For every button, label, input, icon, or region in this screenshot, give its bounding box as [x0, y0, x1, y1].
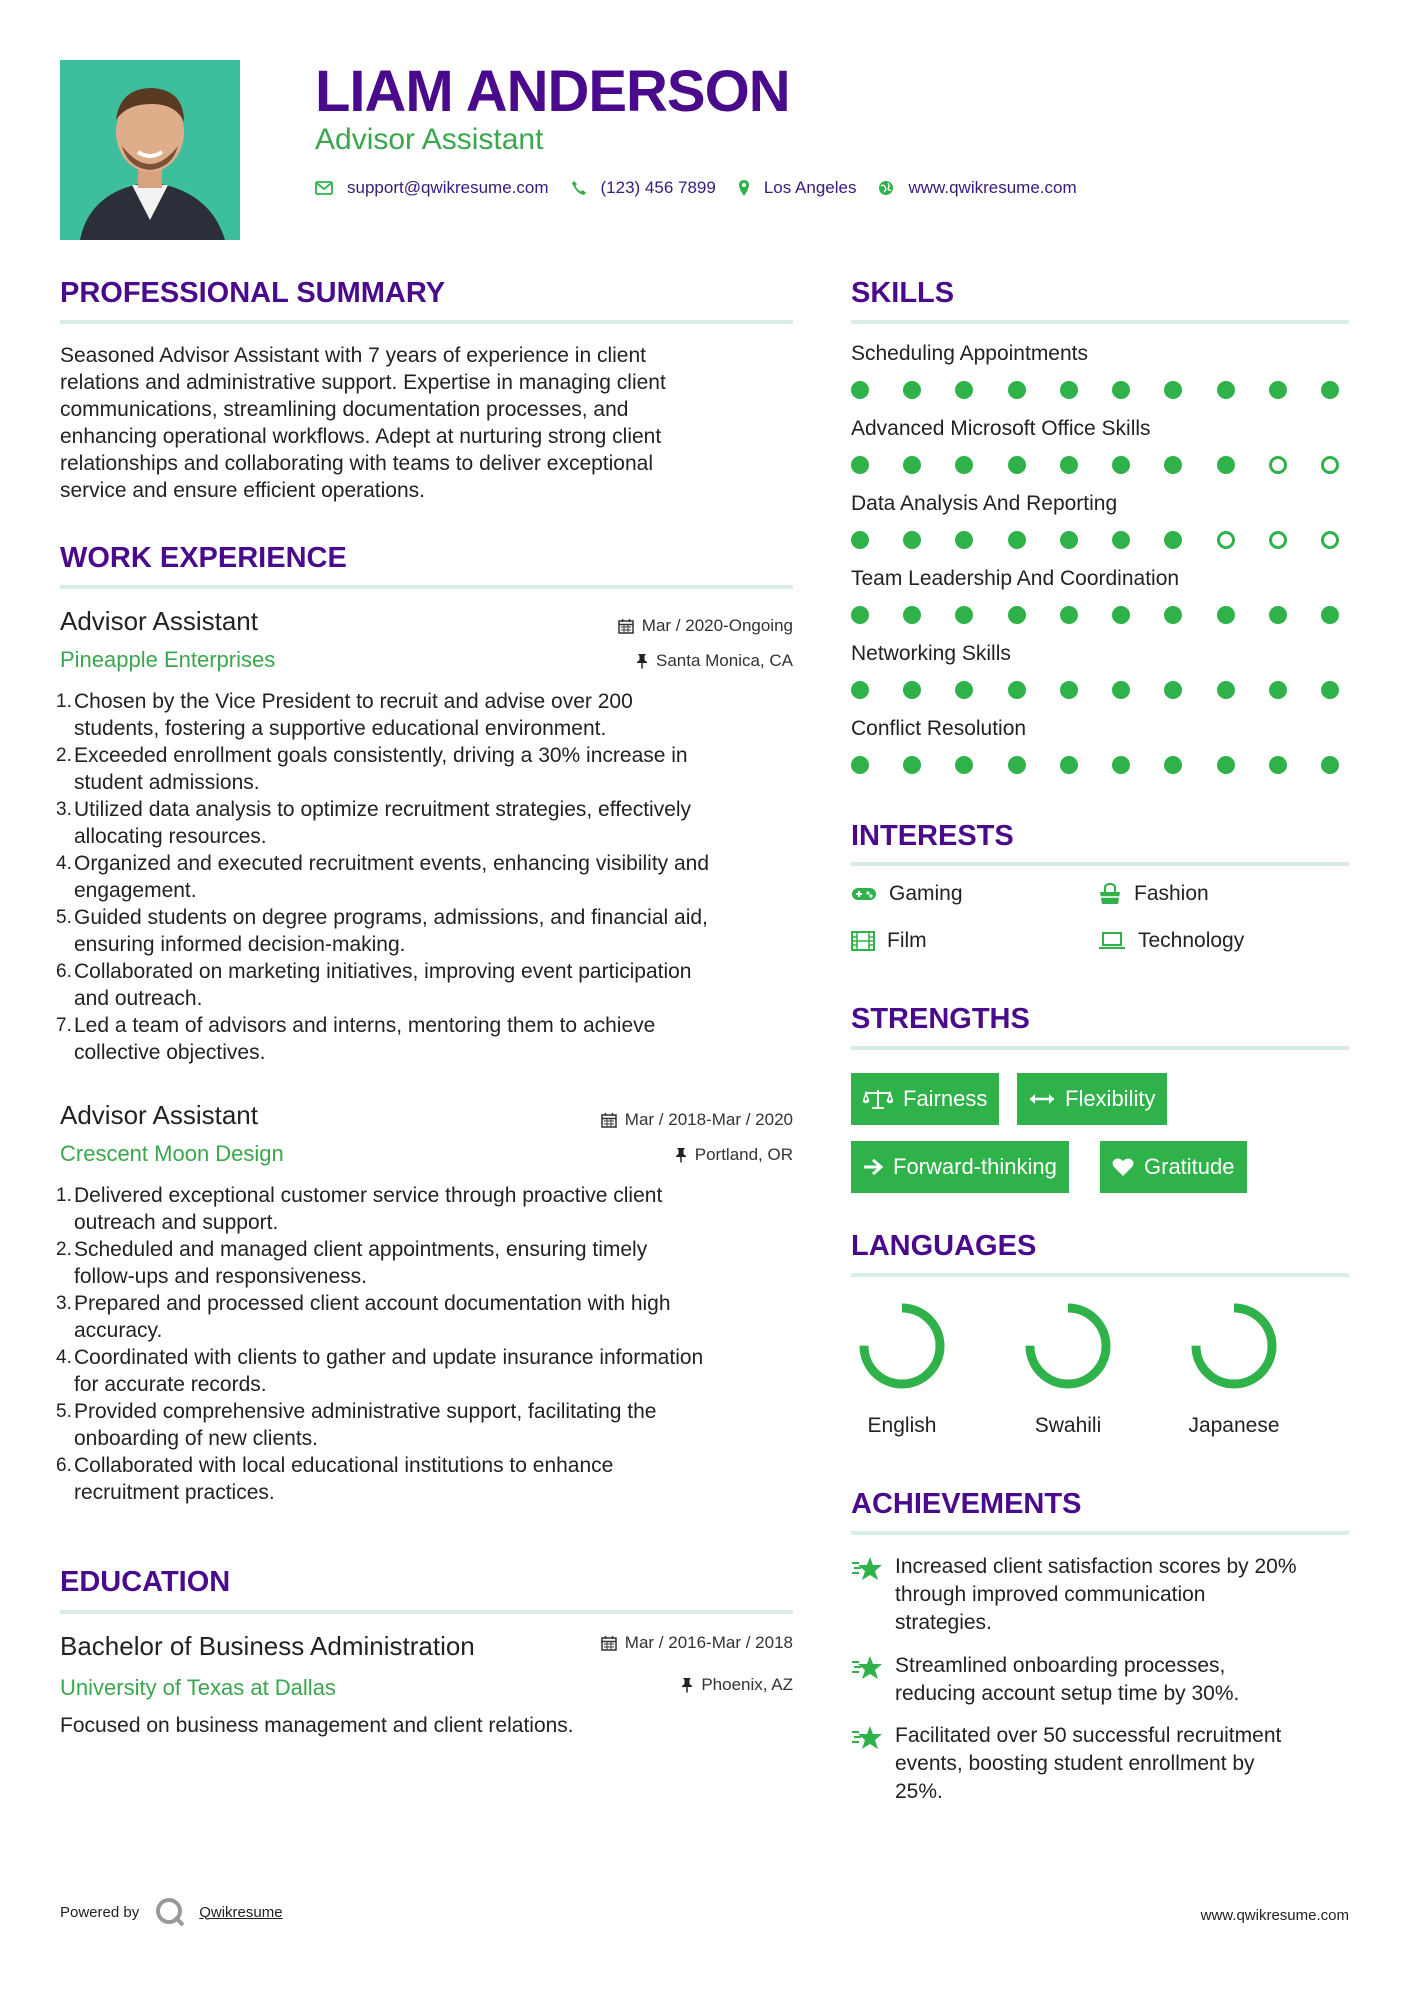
strength-label: Flexibility [1065, 1086, 1156, 1111]
job-dates [618, 616, 793, 636]
job-location [675, 1145, 793, 1165]
interest-label: Film [887, 929, 927, 952]
achievements-divider [851, 1531, 1349, 1535]
rating-dot-filled [1008, 531, 1026, 549]
bullet-line: ensuring informed decision-making. [74, 933, 406, 956]
achievement-line: Facilitated over 50 successful recruitment [895, 1724, 1282, 1747]
summary-divider [60, 320, 793, 324]
education-heading: EDUCATION [60, 1566, 231, 1598]
achievement-line: Increased client satisfaction scores by 20% [895, 1555, 1297, 1578]
shopping-bag-icon [1098, 883, 1122, 905]
strengths-heading: STRENGTHS [851, 1003, 1030, 1035]
rating-dot-filled [903, 606, 921, 624]
rating-dot-filled [851, 606, 869, 624]
rating-dot-filled [1008, 756, 1026, 774]
job-company: Crescent Moon Design [60, 1141, 284, 1166]
summary-line: enhancing operational workflows. Adept at nurturing strong client [60, 425, 662, 448]
rating-dot-filled [955, 381, 973, 399]
rating-dot-filled [903, 531, 921, 549]
language-level-ring [1022, 1300, 1114, 1392]
phone-icon [571, 180, 587, 196]
work-divider [60, 585, 793, 589]
bullet-line: allocating resources. [74, 825, 267, 848]
phone-text: (123) 456 7899 [600, 178, 716, 197]
bullet-line: Scheduled and managed client appointments, ensuring timely [74, 1238, 648, 1261]
rating-dot-filled [1321, 681, 1339, 699]
rating-dot-filled [1321, 381, 1339, 399]
work-heading: WORK EXPERIENCE [60, 542, 347, 574]
rating-dot-filled [1164, 456, 1182, 474]
rating-dot-empty [1269, 531, 1287, 549]
rating-dot-filled [1164, 381, 1182, 399]
education-location [681, 1675, 793, 1695]
education-location-text: Phoenix, AZ [701, 1675, 793, 1694]
rating-dot-filled [1060, 681, 1078, 699]
bullet-line: Provided comprehensive administrative support, facilitating the [74, 1400, 657, 1423]
strength-tag [851, 1073, 999, 1125]
bullet-line: Utilized data analysis to optimize recruitment strategies, effectively [74, 798, 692, 821]
rating-dot-filled [1321, 606, 1339, 624]
list-item: 6. Collaborated with local educational institutions to enhance recruitment practices. [56, 1452, 796, 1506]
skill-name: Conflict Resolution [851, 717, 1027, 740]
rating-dot-filled [851, 381, 869, 399]
heart-icon [1112, 1157, 1134, 1177]
bullet-line: collective objectives. [74, 1041, 266, 1064]
rating-dot-filled [1060, 381, 1078, 399]
achievement-text [895, 1652, 1239, 1708]
skill-name: Scheduling Appointments [851, 342, 1088, 365]
pin-icon [675, 1147, 687, 1163]
list-item: 4. Coordinated with clients to gather and update insurance information for accurate records. [56, 1344, 796, 1398]
bullet-line: Exceeded enrollment goals consistently, driving a 30% increase in [74, 744, 688, 767]
rating-dot-filled [955, 531, 973, 549]
rating-dot-filled [1217, 756, 1235, 774]
education-dates-text: Mar / 2016-Mar / 2018 [624, 1633, 793, 1652]
job-location-text: Santa Monica, CA [655, 651, 793, 670]
qwikresume-logo-icon [153, 1895, 187, 1929]
bullet-line: student admissions. [74, 771, 260, 794]
bullet-line: and outreach. [74, 987, 203, 1010]
list-item: 6. Collaborated on marketing initiatives, improving event participation and outreach. [56, 958, 796, 1012]
rating-dot-filled [1112, 381, 1130, 399]
bullet-line: Prepared and processed client account documentation with high [74, 1292, 671, 1315]
education-dates [601, 1633, 793, 1653]
rating-dot-filled [1217, 606, 1235, 624]
globe-icon [878, 180, 894, 196]
strengths-divider [851, 1046, 1349, 1050]
profile-photo [60, 60, 240, 240]
bullet-line: Delivered exceptional customer service through proactive client [74, 1184, 663, 1207]
achievements-heading: ACHIEVEMENTS [851, 1488, 1082, 1520]
interest-label: Technology [1138, 929, 1245, 952]
rating-dot-filled [1269, 756, 1287, 774]
skill-rating [851, 381, 1339, 399]
bullet-line: for accurate records. [74, 1373, 267, 1396]
star-icon [851, 1555, 883, 1583]
job-title: Advisor Assistant [60, 1100, 258, 1130]
rating-dot-filled [1112, 756, 1130, 774]
balance-scale-icon [863, 1088, 893, 1110]
rating-dot-filled [955, 681, 973, 699]
rating-dot-empty [1321, 456, 1339, 474]
list-item: 4. Organized and executed recruitment events, enhancing visibility and engagement. [56, 850, 796, 904]
rating-dot-filled [1164, 681, 1182, 699]
language-label: Swahili [1034, 1414, 1102, 1437]
rating-dot-filled [1060, 756, 1078, 774]
rating-dot-filled [1060, 456, 1078, 474]
rating-dot-filled [851, 681, 869, 699]
achievement-text [895, 1553, 1297, 1637]
rating-dot-filled [1112, 456, 1130, 474]
rating-dot-filled [1269, 681, 1287, 699]
bullet-line: Coordinated with clients to gather and update insurance information [74, 1346, 704, 1369]
footer-powered-by [60, 1895, 283, 1929]
bullet-line: Guided students on degree programs, admissions, and financial aid, [74, 906, 708, 929]
interest-film [851, 929, 927, 953]
contact-email[interactable] [315, 178, 549, 198]
skill-name: Networking Skills [851, 642, 1011, 665]
list-item: 3. Utilized data analysis to optimize recruitment strategies, effectively allocating resources. [56, 796, 796, 850]
rating-dot-filled [1217, 681, 1235, 699]
achievement-item [851, 1553, 1341, 1637]
summary-line: communications, streamlining documentation processes, and [60, 398, 629, 421]
summary-line: relations and administrative support. Expertise in managing client [60, 371, 666, 394]
skill-rating [851, 531, 1339, 549]
interests-heading: INTERESTS [851, 820, 1014, 852]
language-label: Japanese [1188, 1414, 1280, 1437]
rating-dot-filled [851, 756, 869, 774]
job-bullets [56, 1182, 796, 1506]
rating-dot-filled [1217, 456, 1235, 474]
skill-rating [851, 456, 1339, 474]
strength-tag [1100, 1141, 1247, 1193]
summary-heading: PROFESSIONAL SUMMARY [60, 277, 446, 309]
job-title: Advisor Assistant [60, 606, 258, 636]
strength-label: Gratitude [1144, 1154, 1235, 1179]
rating-dot-filled [1060, 531, 1078, 549]
rating-dot-filled [903, 381, 921, 399]
interests-divider [851, 862, 1349, 866]
skills-divider [851, 320, 1349, 324]
languages-divider [851, 1273, 1349, 1277]
laptop-icon [1098, 932, 1126, 950]
rating-dot-empty [1321, 531, 1339, 549]
list-item: 5. Provided comprehensive administrative support, facilitating the onboarding of new clients. [56, 1398, 796, 1452]
languages-heading: LANGUAGES [851, 1230, 1037, 1262]
summary-line: service and ensure efficient operations. [60, 479, 425, 502]
list-item: 1. Chosen by the Vice President to recruit and advise over 200 students, fostering a supportive educational environment. [56, 688, 796, 742]
brand-link[interactable]: Qwikresume [199, 1903, 283, 1921]
list-item: 1. Delivered exceptional customer service through proactive client outreach and support. [56, 1182, 796, 1236]
contact-bar [315, 178, 1099, 198]
summary-line: relationships and collaborating with teams to deliver exceptional [60, 452, 654, 475]
job-bullets [56, 688, 796, 1066]
rating-dot-filled [955, 756, 973, 774]
achievement-item [851, 1722, 1341, 1806]
rating-dot-filled [903, 456, 921, 474]
list-item: 3. Prepared and processed client account documentation with high accuracy. [56, 1290, 796, 1344]
bullet-line: Collaborated on marketing initiatives, improving event participation [74, 960, 692, 983]
calendar-icon [618, 618, 634, 634]
rating-dot-filled [1060, 606, 1078, 624]
list-item: 7. Led a team of advisors and interns, mentoring them to achieve collective objectives. [56, 1012, 796, 1066]
rating-dot-filled [903, 756, 921, 774]
school-name: University of Texas at Dallas [60, 1675, 336, 1700]
achievement-text [895, 1722, 1281, 1806]
summary-text [60, 342, 800, 504]
interest-label: Gaming [889, 882, 963, 905]
language-level-ring [856, 1300, 948, 1392]
envelope-icon [315, 181, 333, 195]
summary-line: Seasoned Advisor Assistant with 7 years of experience in client [60, 344, 646, 367]
rating-dot-filled [955, 606, 973, 624]
rating-dot-filled [1269, 606, 1287, 624]
degree-title: Bachelor of Business Administration [60, 1631, 475, 1661]
rating-dot-empty [1269, 456, 1287, 474]
interest-fashion [1098, 882, 1209, 906]
achievement-line: 25%. [895, 1780, 943, 1803]
rating-dot-filled [1112, 681, 1130, 699]
calendar-icon [601, 1635, 617, 1651]
language-item [837, 1300, 967, 1438]
job-location [636, 651, 793, 671]
list-item: 5. Guided students on degree programs, admissions, and financial aid, ensuring informed decision-making. [56, 904, 796, 958]
language-label: English [867, 1414, 937, 1437]
bullet-line: accuracy. [74, 1319, 163, 1342]
rating-dot-filled [1008, 456, 1026, 474]
job-location-text: Portland, OR [694, 1145, 793, 1164]
arrow-right-icon [863, 1158, 883, 1176]
skill-name: Team Leadership And Coordination [851, 567, 1180, 590]
powered-by-text: Powered by [60, 1903, 140, 1921]
footer-website[interactable]: www.qwikresume.com [1200, 1907, 1349, 1924]
language-item [1003, 1300, 1133, 1438]
job-company: Pineapple Enterprises [60, 647, 276, 672]
pin-icon [636, 653, 648, 669]
interest-label: Fashion [1134, 882, 1209, 905]
skill-name: Data Analysis And Reporting [851, 492, 1118, 515]
star-icon [851, 1724, 883, 1752]
star-icon [851, 1654, 883, 1682]
film-icon [851, 931, 875, 951]
candidate-name: LIAM ANDERSON [315, 59, 790, 124]
bullet-line: Collaborated with local educational institutions to enhance [74, 1454, 614, 1477]
contact-phone[interactable] [571, 178, 716, 198]
rating-dot-filled [851, 531, 869, 549]
rating-dot-filled [1008, 681, 1026, 699]
education-description: Focused on business management and client relations. [60, 1714, 574, 1737]
rating-dot-filled [1269, 381, 1287, 399]
map-marker-icon [738, 179, 750, 197]
rating-dot-filled [903, 681, 921, 699]
rating-dot-filled [1164, 531, 1182, 549]
bullet-line: Organized and executed recruitment events, enhancing visibility and [74, 852, 710, 875]
location-text: Los Angeles [763, 178, 857, 197]
achievement-item [851, 1652, 1341, 1708]
rating-dot-filled [1321, 756, 1339, 774]
calendar-icon [601, 1112, 617, 1128]
job-dates [601, 1110, 793, 1130]
skill-name: Advanced Microsoft Office Skills [851, 417, 1151, 440]
rating-dot-filled [1008, 606, 1026, 624]
rating-dot-filled [1164, 606, 1182, 624]
job-dates-text: Mar / 2020-Ongoing [641, 616, 793, 635]
bullet-line: students, fostering a supportive educational environment. [74, 717, 607, 740]
arrows-h-icon [1029, 1092, 1055, 1106]
skill-rating [851, 756, 1339, 774]
candidate-role: Advisor Assistant [315, 123, 544, 156]
education-divider [60, 1610, 793, 1614]
bullet-line: engagement. [74, 879, 197, 902]
strength-tag [1017, 1073, 1167, 1125]
strength-label: Forward-thinking [893, 1154, 1057, 1179]
rating-dot-filled [851, 456, 869, 474]
rating-dot-empty [1217, 531, 1235, 549]
strength-label: Fairness [903, 1086, 988, 1111]
rating-dot-filled [955, 456, 973, 474]
pin-icon [681, 1677, 693, 1693]
website-text: www.qwikresume.com [908, 178, 1077, 197]
skill-rating [851, 681, 1339, 699]
list-item: 2. Exceeded enrollment goals consistently, driving a 30% increase in student admissions. [56, 742, 796, 796]
bullet-line: recruitment practices. [74, 1481, 275, 1504]
achievement-line: through improved communication [895, 1583, 1206, 1606]
bullet-line: Chosen by the Vice President to recruit and advise over 200 [74, 690, 633, 713]
bullet-line: follow-ups and responsiveness. [74, 1265, 367, 1288]
skill-rating [851, 606, 1339, 624]
interest-technology [1098, 929, 1244, 953]
interest-gaming [851, 882, 963, 906]
language-level-ring [1188, 1300, 1280, 1392]
achievement-line: Streamlined onboarding processes, [895, 1654, 1226, 1677]
rating-dot-filled [1217, 381, 1235, 399]
achievement-line: reducing account setup time by 30%. [895, 1682, 1240, 1705]
rating-dot-filled [1112, 531, 1130, 549]
achievement-line: events, boosting student enrollment by [895, 1752, 1255, 1775]
rating-dot-filled [1112, 606, 1130, 624]
list-item: 2. Scheduled and managed client appointments, ensuring timely follow-ups and responsiveness. [56, 1236, 796, 1290]
rating-dot-filled [1164, 756, 1182, 774]
email-text: support@qwikresume.com [347, 178, 549, 197]
job-dates-text: Mar / 2018-Mar / 2020 [624, 1110, 793, 1129]
contact-location [738, 178, 857, 198]
contact-website[interactable] [878, 178, 1076, 198]
skills-heading: SKILLS [851, 277, 955, 309]
language-item [1169, 1300, 1299, 1438]
rating-dot-filled [1008, 381, 1026, 399]
achievement-line: strategies. [895, 1611, 992, 1634]
bullet-line: onboarding of new clients. [74, 1427, 318, 1450]
bullet-line: outreach and support. [74, 1211, 279, 1234]
strength-tag [851, 1141, 1069, 1193]
gamepad-icon [851, 886, 877, 902]
bullet-line: Led a team of advisors and interns, mentoring them to achieve [74, 1014, 656, 1037]
